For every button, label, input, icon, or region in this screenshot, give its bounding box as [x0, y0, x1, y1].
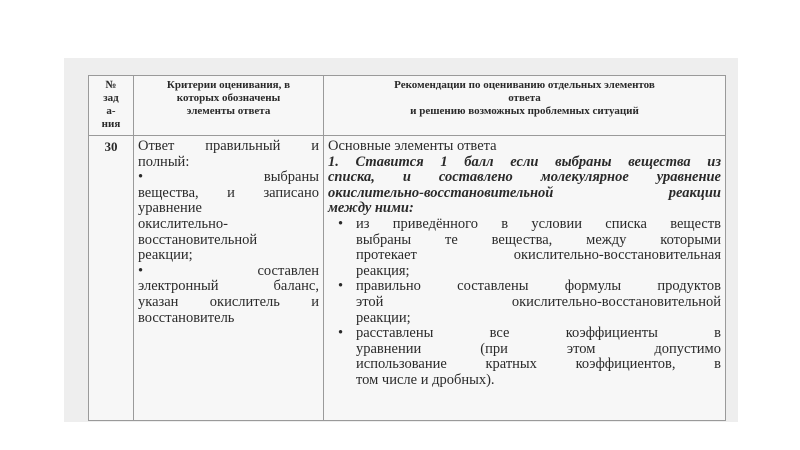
criteria-line: реакции; [138, 247, 193, 264]
header-line: ния [101, 118, 121, 130]
grading-table [88, 75, 726, 421]
criteria-line: электронный баланс, [138, 278, 319, 295]
header-recommendations [324, 76, 726, 136]
header-line: которых обозначены [176, 92, 281, 104]
bullet-icon: • [338, 278, 344, 295]
main-elements-title: Основные элементы ответа [328, 138, 497, 154]
criteria-line: Ответ правильный и [138, 138, 319, 154]
list-item [328, 279, 721, 326]
list-item [328, 217, 721, 279]
header-line: зад [103, 92, 119, 104]
header-line: Рекомендации по оцениванию отдельных элементов [394, 79, 655, 91]
list-item-line: правильно составлены формулы продуктов [356, 278, 721, 295]
criteria-line: указан окислитель и [138, 293, 319, 310]
criteria-line: • составлен [138, 262, 319, 279]
header-row [89, 76, 726, 136]
table-row [89, 136, 726, 421]
header-line: № [105, 79, 117, 91]
criteria-line: восстановительной [138, 231, 258, 248]
list-item-line: выбраны те вещества, между которыми [356, 231, 721, 248]
list-item [328, 326, 721, 388]
list-item-line: этой окислительно-восстановительной [356, 293, 721, 310]
list-item-line: из приведённого в условии списка веществ [356, 215, 721, 232]
scoring-rule-line: списка, и составлено молекулярное уравнение [328, 169, 721, 186]
criteria-line: восстановитель [138, 309, 235, 326]
bullet-icon: • [338, 215, 344, 232]
criteria-line: окислительно- [138, 215, 228, 232]
task-number: 30 [89, 136, 134, 421]
criteria-cell [134, 136, 324, 421]
criteria-line: вещества, и записано [138, 184, 319, 201]
list-item-line: реакции; [356, 309, 411, 326]
list-item-line: уравнении (при этом допустимо [356, 340, 721, 357]
header-line: Критерии оценивания, в [166, 79, 291, 91]
scoring-rule-line: окислительно-восстановительной реакции [328, 184, 721, 201]
scoring-rule-line: 1. Ставится 1 балл если выбраны вещества из [328, 153, 721, 170]
recommendations-cell [324, 136, 726, 421]
list-item-line: реакция; [356, 262, 410, 279]
bullet-list [328, 217, 721, 389]
header-line: а- [106, 105, 116, 117]
list-item-line: том числе и дробных). [356, 371, 495, 388]
scoring-rule-line: между ними: [328, 200, 414, 217]
bullet-icon: • [338, 325, 344, 342]
scoring-rule [328, 155, 721, 217]
list-item-line: протекает окислительно-восстановительная [356, 247, 721, 264]
header-line: и решению возможных проблемных ситуаций [410, 105, 639, 117]
header-criteria [134, 76, 324, 136]
list-item-line: расставлены все коэффициенты в [356, 325, 721, 342]
header-task-number [89, 76, 134, 136]
criteria-line: • выбраны [138, 169, 319, 186]
criteria-line: полный: [138, 153, 190, 170]
criteria-line: уравнение [138, 200, 202, 217]
header-line: ответа [508, 92, 541, 104]
header-line: элементы ответа [186, 105, 271, 117]
list-item-line: использование кратных коэффициентов, в [356, 356, 721, 373]
